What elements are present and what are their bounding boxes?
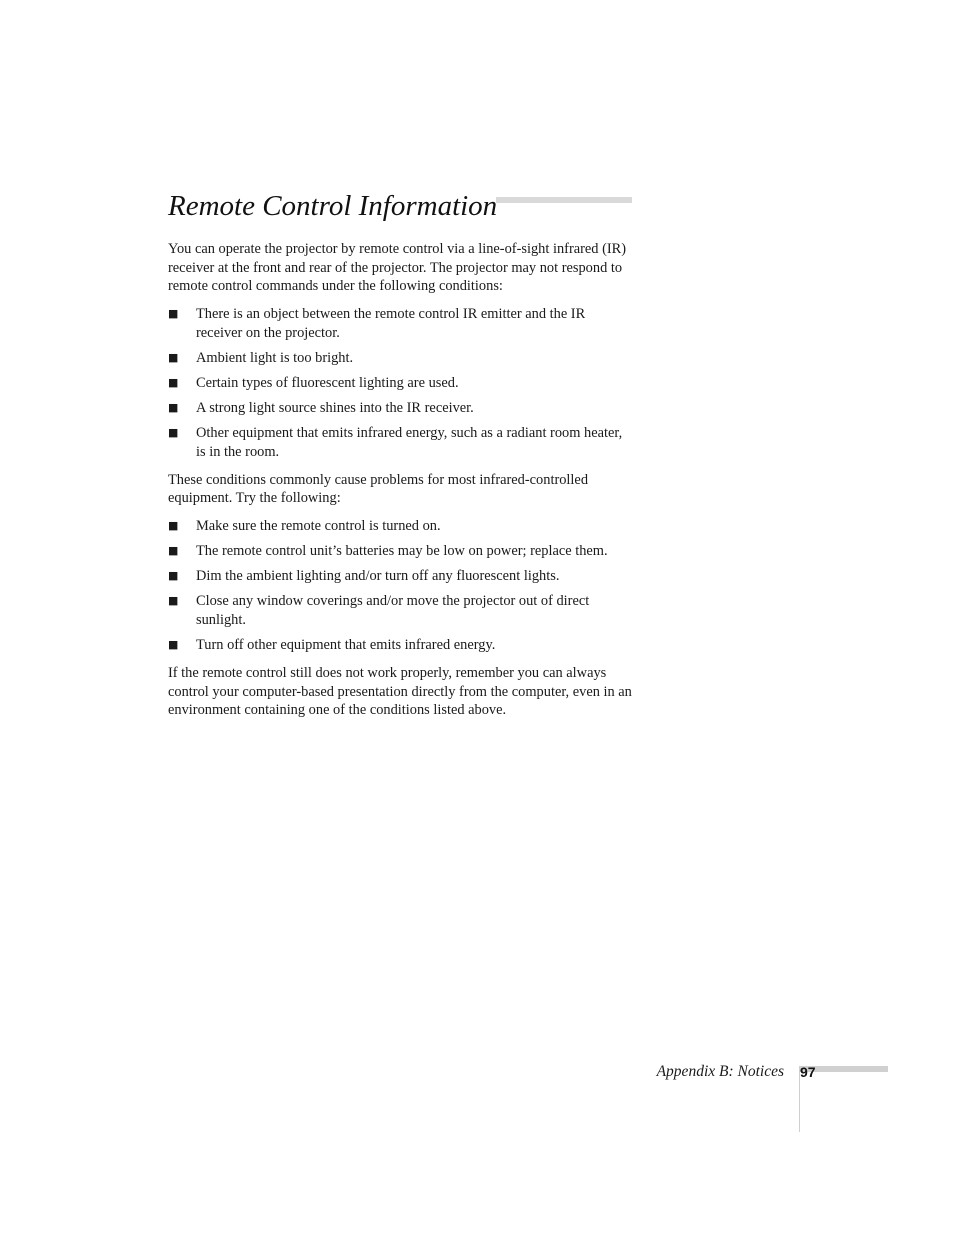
title-rule — [496, 197, 632, 203]
list-item — [168, 592, 633, 629]
list-item-text: Turn off other equipment that emits infrared energy. — [196, 637, 496, 653]
closing-paragraph: If the remote control still does not work properly, remember you can always control your computer-based presentation directly from the computer, even in an environment containing one of the conditions listed above. — [168, 665, 632, 719]
bullet-square-icon: ■ — [168, 638, 179, 651]
page-number: 97 — [800, 1064, 816, 1080]
list-item — [168, 424, 633, 461]
list-item-text: Close any window coverings and/or move the projector out of direct sunlight. — [196, 593, 590, 629]
list-item — [168, 567, 633, 586]
bullet-square-icon: ■ — [168, 519, 179, 533]
bullet-square-icon: ■ — [168, 307, 179, 321]
list-item-text: Other equipment that emits infrared energy, such as a radiant room heater, is in the room. — [196, 424, 623, 460]
body-content — [168, 240, 633, 730]
list-item-text: The remote control unit’s batteries may be low on power; replace them. — [196, 543, 608, 560]
conditions-list — [168, 305, 633, 461]
bullet-square-icon: ■ — [168, 400, 179, 414]
list-item — [168, 542, 633, 561]
list-item-text: There is an object between the remote control IR emitter and the IR receiver on the projector. — [196, 306, 586, 341]
list-item — [168, 374, 633, 393]
list-item-text: Certain types of fluorescent lighting are used. — [196, 374, 459, 391]
bullet-square-icon: ■ — [168, 594, 179, 608]
list-item — [168, 349, 633, 368]
list-item — [168, 305, 633, 342]
bullet-square-icon: ■ — [168, 375, 179, 389]
intro-paragraph: You can operate the projector by remote control via a line-of-sight infrared (IR) receiver at the front and rear of the projector. The projector may not respond to remote control commands under the following conditions: — [168, 241, 627, 295]
bullet-square-icon: ■ — [168, 544, 179, 558]
solutions-list — [168, 517, 633, 654]
list-item-text: Dim the ambient lighting and/or turn off any fluorescent lights. — [196, 568, 560, 585]
list-item — [168, 517, 633, 536]
bullet-square-icon: ■ — [168, 569, 179, 583]
bullet-square-icon: ■ — [168, 425, 179, 439]
list-item-text: Make sure the remote control is turned on. — [196, 518, 441, 535]
page-title: Remote Control Information — [168, 190, 498, 222]
list-item-text: Ambient light is too bright. — [196, 349, 354, 366]
list-item — [168, 636, 633, 655]
list-item — [168, 399, 633, 418]
list-item-text: A strong light source shines into the IR receiver. — [196, 399, 474, 416]
bullet-square-icon: ■ — [168, 350, 179, 364]
footer-section-title: Appendix B: Notices — [656, 1063, 784, 1080]
middle-paragraph: These conditions commonly cause problems for most infrared-controlled equipment. Try the following: — [168, 471, 589, 507]
